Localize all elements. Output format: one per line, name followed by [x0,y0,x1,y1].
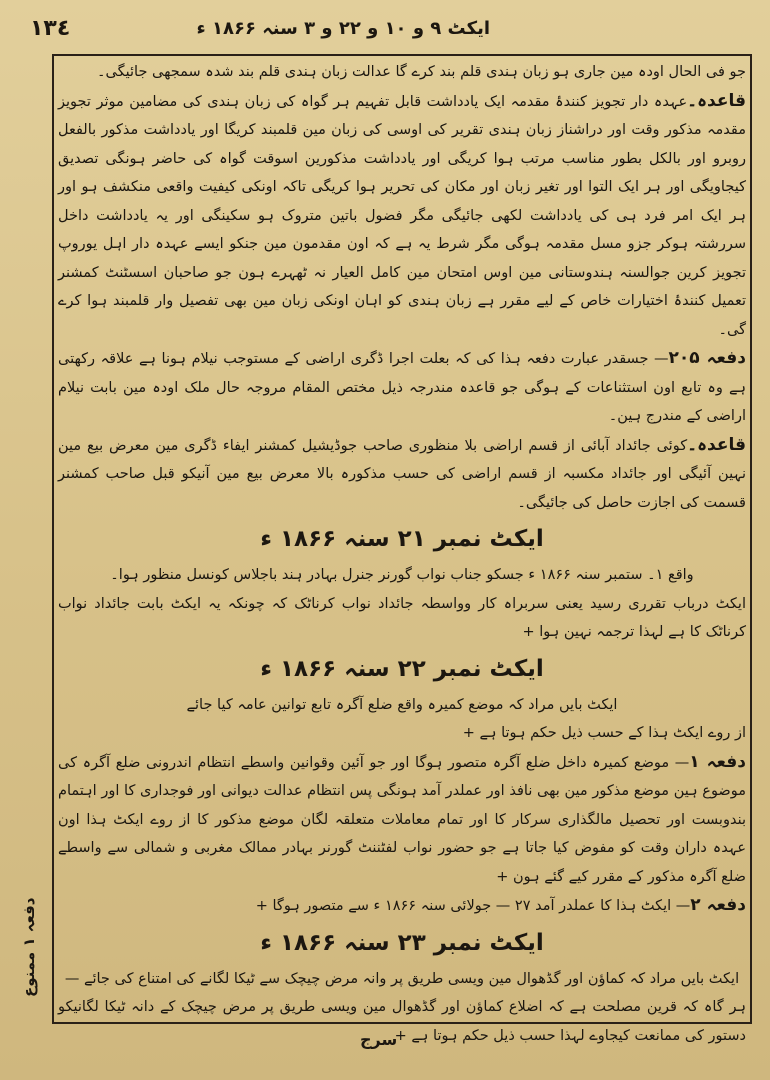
section-1-text: — موضع کمیرہ داخل ضلع آگرہ متصور ہوگا اور جو آئین وقوانین واسطے انتظام اندرونی ضلع آگرہ کی موضوع ہین موضع مذکور مین بھی نافذ اور عملدر آمد ہونگی پس انتظام عدالت دیوانی اور فوجداری کا اور اہتمام بندوبست اور تحصیل مالگذاری سرکار کا اور تمام معاملات متعلقہ لگان موضع مذکور کا از روے ایکٹ ہذا اون عہدہ داران وقت کو مفوض کیا جاتا ہے جو حضور نواب لفٹننٹ گورنر بہادر ممالک مغربی و شمالی سے واسطے ضلع آگرہ مذکور کے مقرر کیے گئے ہون + [58,754,746,885]
act-23-heading: ایکٹ نمبر ۲۳ سنہ ۱۸۶۶ ء [260,929,544,956]
page-body [58,58,746,1050]
act-23-title: ایکٹ بایں مراد کہ کماؤن اور گڈھوال مین ویسی طریق پر وانہ مرض چیچک سے ٹیکا لگانے کی امتناع کی جائے — [64,970,740,987]
act-22-section-2 [58,891,746,921]
act-22-section-1 [58,748,746,892]
paragraph-2 [58,87,746,345]
margin-note: دفعہ ۱ ممنوع [20,897,38,997]
act-21-heading: ایکٹ نمبر ۲۱ سنہ ۱۸۶۶ ء [260,526,544,552]
paragraph-4 [58,431,746,518]
page-header [30,8,750,48]
section-1-label: دفعہ ۱ [689,751,746,772]
act-22-title: ایکٹ بایں مراد کہ موضع کمیرہ واقع ضلع آگرہ تابع توانین عامہ کیا جائے [186,696,618,713]
section-2-label: دفعہ ۲ [690,895,746,915]
rule-label: قاعدہ۔ [687,90,746,111]
section-205-text: — جسقدر عبارت دفعہ ہذا کی کہ بعلت اجرا ڈگری اراضی کے مستوجب نیلام ہونا ہے علاقہ رکھتی ہے وہ تابع اون استثناعات کے ہوگی جو قاعدہ مندرجہ ذیل مختص المقام مروجہ حال ملک اودہ مین بابت نیلام اراضی کے مندرج ہین۔ [58,351,746,424]
page-number: ١٣٤ [30,15,71,41]
section-2-text: — ایکٹ ہذا کا عملدر آمد ۲۷ — جولائی سنہ ۱۸۶۶ ء سے متصور ہوگا + [255,898,691,914]
act-22-preamble: از روے ایکٹ ہذا کے حسب ذیل حکم ہوتا ہے + [462,725,746,741]
catchword: سرج [360,1030,398,1049]
act-22-heading: ایکٹ نمبر ۲۲ سنہ ۱۸۶۶ ء [260,655,544,682]
act-21-title: ایکٹ درباب تقرری رسید یعنی سربراہ کار وواسطہ جائداد نواب کرناٹک کہ چونکہ یہ ایکٹ بابت جائداد نواب کرناٹک کا ہے لہذا ترجمہ نہین ہوا + [58,595,746,640]
rule-text-2: کوئی جائداد آبائی از قسم اراضی بلا منظوری صاحب جوڈیشیل کمشنر ایفاء ڈگری مین معرض بیع مین نہین آئیگی اور جائداد مکسبہ از قسم اراضی کی حسب مذکورہ بالا معرض بیع مین آنیکو قبل صاحب کمشنر قسمت کی اجازت حاصل کی جائیگی۔ [58,437,746,511]
act-23-preamble: ہر گاہ کہ قرین مصلحت ہے کہ اضلاع کماؤن اور گڈھوال مین ویسی طریق پر مرض چیچک کے دانہ ٹیکا لگانیکو دستور کی ممانعت کیجاوے لہذا حسب ذیل حکم ہوتا ہے + [58,999,746,1044]
rule-label-2: قاعدہ۔ [687,434,746,455]
paragraph-3 [58,344,746,431]
act-21-date: واقع ۱۔ ستمبر سنہ ۱۸۶۶ ء جسکو جناب نواب گورنر جنرل بہادر ہند باجلاس کونسل منظور ہوا۔ [110,567,694,583]
section-205-label: دفعہ ۲۰۵ [668,348,746,368]
paragraph-1: جو فی الحال اودہ مین جاری ہو زبان ہندی قلم بند کرے گا عدالت زبان ہندی قلم بند شدہ سمجھی جائیگی۔ [97,64,746,80]
rule-text: عہدہ دار تجویز کنندۂ مقدمہ ایک یادداشت قابل تفہیم ہر گواہ کی زبان ہندی کی مضامین موثر تجویز مقدمہ مذکور وقت اور دراشناز زبان ہندی تقریر کی اوسی کی زبان مین قلمبند کریگا اور یادداشت مذکور بالفعل روبرو اور بالکل بطور مناسب مرتب ہوا کریگی اور یادداشت مذکورین اسوقت گواہ کی حاضر ہونگی تصدیق کیجاویگی اور ہر ایک التوا اور تغیر زبان اور مکان کی تحریر ہوا کریگی تاکہ اونکی کیفیت واقعی منکشف ہو اور ہر ایک امر فرد ہی کی یادداشت لکھی جائیگی مگر فضول باتین متروک ہو سکینگی اور یہ یادداشت داخل سررشتہ ہوکر جزو مسل مقدمہ ہوگی مگر شرط یہ ہے کہ اون مقدمون مین جنکو ایسے عہدہ دار اہل یوروپ تجویز کرین جوالسنہ ہندوستانی مین اوس امتحان مین کامل العیار نہ ٹھہرے ہون جو صاحبان اسسٹنٹ کمشنر تعمیل کنندۂ اختیارات خاص کے لیے مقرر ہے زبان ہندی کو اہان اونکی زبان مین بھی تفصیل وار قلمبند ہوا کرے گی۔ [58,93,746,338]
running-title: ایکٹ ۹ و ۱۰ و ۲۲ و ۳ سنہ ۱۸۶۶ ء [196,17,490,39]
